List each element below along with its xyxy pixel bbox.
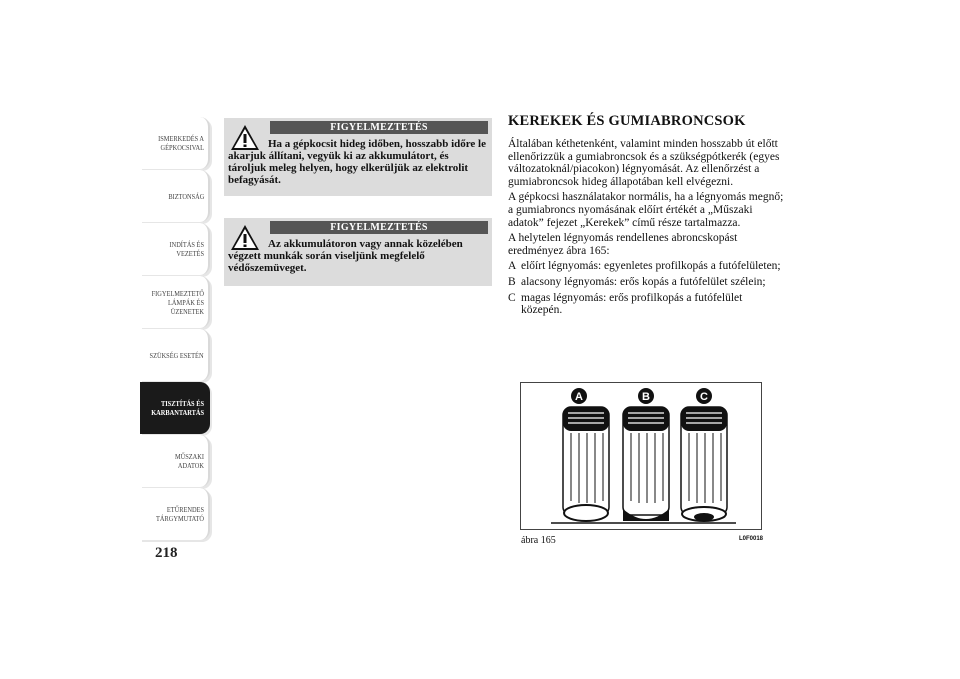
tab-tisztitas[interactable] — [140, 382, 210, 434]
list-letter: A — [508, 260, 517, 273]
tab-ismerkedes[interactable] — [140, 117, 210, 169]
page-number: 218 — [155, 545, 178, 561]
tab-figyelmezteto[interactable] — [140, 276, 210, 328]
tab-label: SZÜKSÉG ESETÉN — [149, 350, 204, 360]
paragraph: A gépkocsi használatakor normális, ha a légnyomás megnő; a gumiabroncs nyomásának előírt értékét a „Műszaki adatok” fejezet „Kerekek” című része tartalmazza. — [508, 191, 784, 229]
list-item — [508, 276, 786, 289]
tab-targymutato[interactable] — [140, 488, 210, 540]
list-text: előírt légnyomás: egyenletes profilkopás a futófelületen; — [521, 260, 781, 273]
tab-label: ETŰRENDES TÁRGYMUTATÓ — [155, 505, 204, 523]
tab-label: INDÍTÁS ÉS VEZETÉS — [169, 240, 204, 258]
paragraph: A helytelen légnyomás rendellenes abroncskopást eredményez ábra 165: — [508, 232, 738, 257]
section-heading: KEREKEK ÉS GUMIABRONCSOK — [508, 113, 746, 129]
chapter-sidebar — [140, 117, 210, 541]
warning-triangle-icon — [230, 124, 260, 151]
warning-text: Az akkumulátoron vagy annak közelében végzett munkák során viseljünk megfelelő védőszemüveget. — [228, 238, 463, 274]
warning-text: Ha a gépkocsit hideg időben, hosszabb időre le akarjuk állítani, vegyük ki az akkumulátort, és tároljuk meleg helyen, hogy elkerüljük az elektrolit befagyását. — [228, 138, 486, 186]
tires-section — [508, 113, 786, 320]
tab-label: BIZTONSÁG — [167, 191, 204, 201]
tab-biztonsag[interactable] — [140, 170, 210, 222]
warning-header: FIGYELMEZTETÉS — [270, 221, 488, 234]
figure-code: L0F0018 — [739, 536, 764, 542]
tab-label: MŰSZAKI ADATOK — [174, 452, 204, 470]
tab-label: FIGYELMEZTETŐ LÁMPÁK ÉS ÜZENETEK — [151, 288, 204, 316]
label-b: B — [642, 391, 650, 403]
paragraph: Általában kéthetenként, valamint minden hosszabb út előtt ellenőrizzük a gumiabroncsok és a szükségpótkerék (egyes változatoknál/piacokon) légnyomását. Az ellenőrzést a gumiabroncsok hideg állapotában kell elvégezni. — [508, 138, 780, 188]
tab-label: ISMERKEDÉS A GÉPKOCSIVAL — [158, 134, 204, 152]
list-item — [508, 260, 786, 273]
label-a: A — [575, 391, 583, 403]
tab-inditas[interactable] — [140, 223, 210, 275]
tire-wear-figure — [520, 382, 762, 530]
warning-header: FIGYELMEZTETÉS — [270, 121, 488, 134]
list-item — [508, 292, 786, 317]
warning-box-1 — [224, 118, 492, 196]
warning-triangle-icon — [230, 224, 260, 251]
figure-caption: ábra 165 — [521, 535, 556, 546]
list-letter: C — [508, 291, 516, 304]
tire-wear-illustration — [521, 383, 761, 529]
label-c: C — [700, 391, 708, 403]
tire-b — [623, 407, 669, 521]
tire-a — [563, 407, 609, 521]
tire-c — [681, 407, 727, 521]
tab-muszaki[interactable] — [140, 435, 210, 487]
warning-box-2 — [224, 218, 492, 286]
tab-label: TISZTÍTÁS ÉS KARBANTARTÁS — [151, 399, 204, 417]
tab-szukseg[interactable] — [140, 329, 210, 381]
list-text: alacsony légnyomás: erős kopás a futófelület szélein; — [521, 275, 766, 288]
list-text: magas légnyomás: erős profilkopás a futófelület közepén. — [521, 291, 743, 317]
list-letter: B — [508, 275, 516, 288]
